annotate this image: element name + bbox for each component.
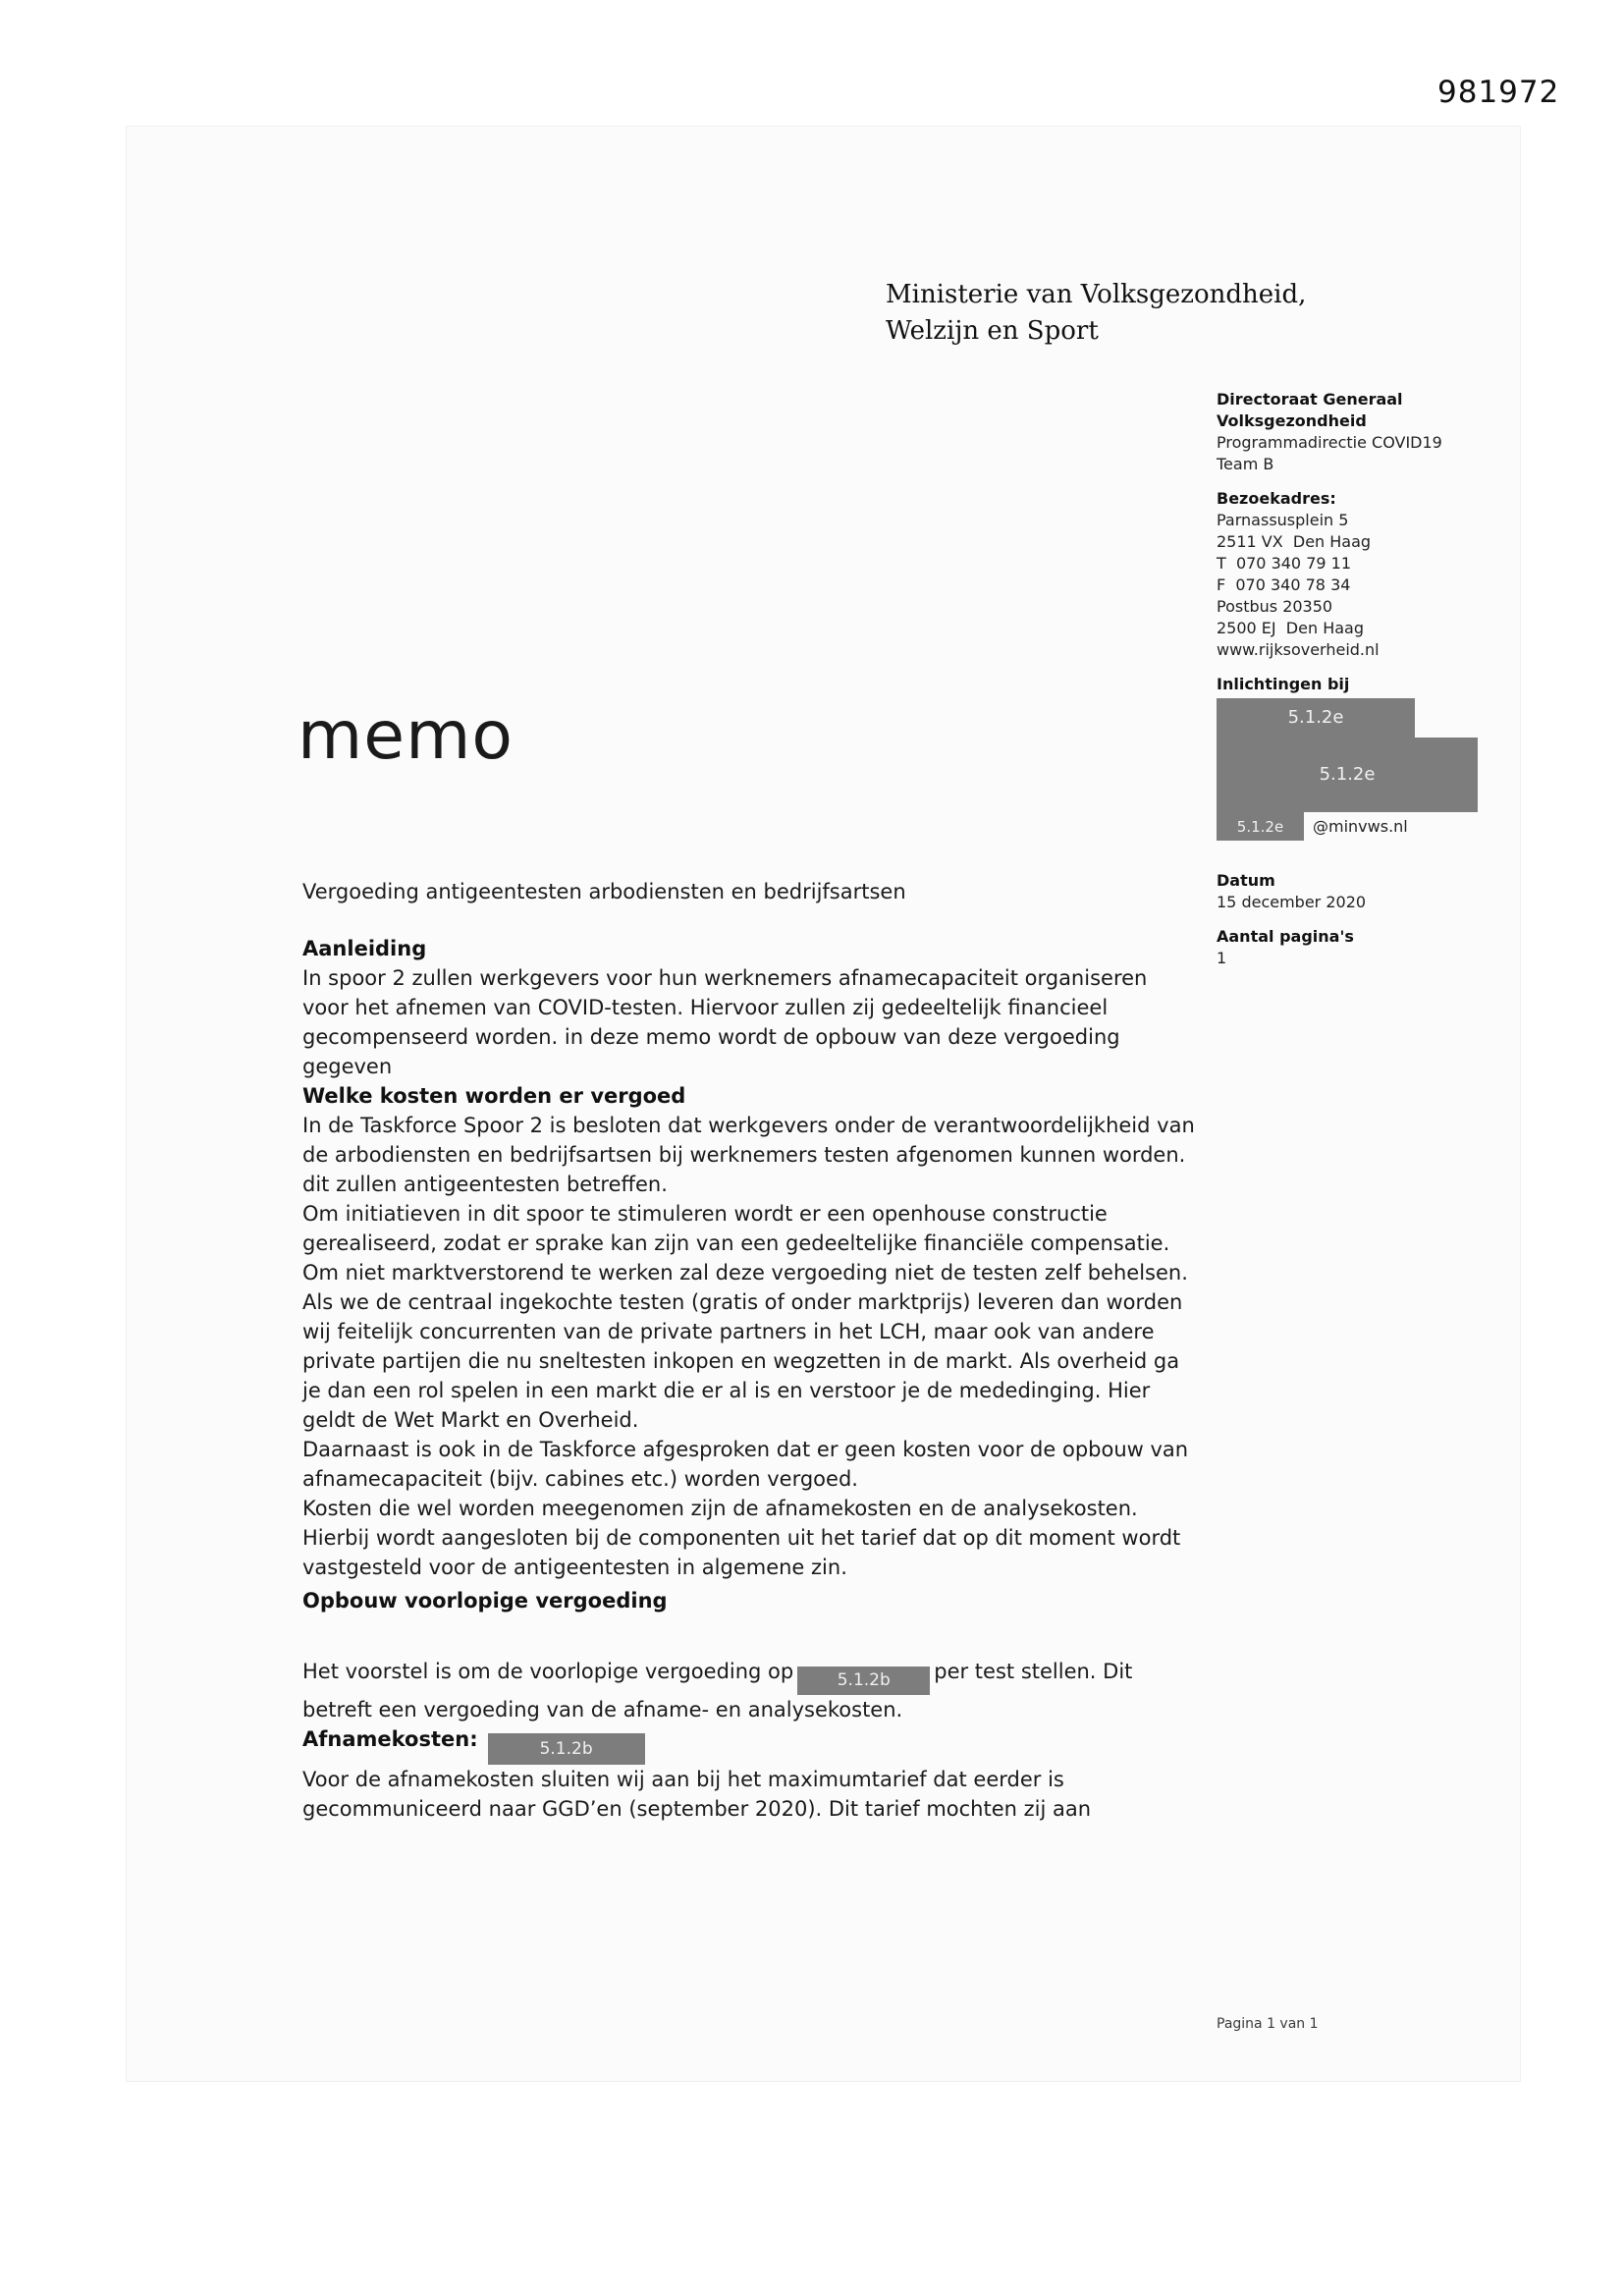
sidebar-spacer [1217,841,1513,870]
address-line: F 070 340 78 34 [1217,575,1351,594]
memo-body [302,877,1198,1824]
paragraph-text: Het voorstel is om de voorlopige vergoeding op [302,1660,794,1683]
paragraph: Kosten die wel worden meegenomen zijn de afnamekosten en de analysekosten. Hierbij wordt aangesloten bij de componenten uit het tarief dat op dit moment wordt vastgesteld voor de antigeentesten in algemene zin. [302,1497,1181,1579]
ministry-line2: Welzijn en Sport [886,316,1099,346]
paragraph: In de Taskforce Spoor 2 is besloten dat werkgevers onder de verantwoordelijkheid van de arbodiensten en bedrijfsartsen bij werknemers testen afgenomen kunnen worden. dit zullen antigeentesten betreffen. [302,1114,1195,1196]
sidebar-org-line1: Directoraat Generaal [1217,390,1403,409]
visit-address-label: Bezoekadres: [1217,489,1336,508]
paragraph: Daarnaast is ook in de Taskforce afgesproken dat er geen kosten voor de opbouw van afnamecapaciteit (bijv. cabines etc.) worden vergoed. [302,1438,1189,1491]
memo-title: memo [298,697,514,775]
redaction-box-afnamekosten: 5.1.2b [488,1733,645,1765]
paragraph: Om initiatieven in dit spoor te stimuleren wordt er een openhouse constructie gerealiseerd, zodat er sprake kan zijn van een gedeeltelijke financiële compensatie. [302,1202,1170,1255]
heading-welke-kosten: Welke kosten worden er vergoed [302,1084,686,1108]
heading-aanleiding: Aanleiding [302,937,427,960]
date-label: Datum [1217,871,1275,890]
email-suffix-text: @minvws.nl [1313,816,1408,836]
paragraph: Om niet marktverstorend te werken zal deze vergoeding niet de testen zelf behelsen. Als we de centraal ingekochte testen (gratis of onder marktprijs) leveren dan worden wij feitelijk concurrenten van de private partners in het LCH, maar ook van andere private partijen die nu sneltesten inkopen en wegzetten in de markt. Als overheid ga je dan een rol spelen in een markt die er al is en verstoor je de mededinging. Hier geldt de Wet Markt en Overheid. [302,1261,1188,1432]
page-count-label: Aantal pagina's [1217,927,1354,946]
page-footer: Pagina 1 van 1 [1217,2016,1319,2032]
sidebar [1217,389,1513,969]
paragraph-with-redaction [302,1657,1198,1724]
heading-opbouw: Opbouw voorlopige vergoeding [302,1589,668,1613]
sidebar-spacer [1217,661,1513,674]
website-text: www.rijksoverheid.nl [1217,640,1380,659]
address-line: 2511 VX Den Haag [1217,532,1372,551]
sidebar-spacer [1217,475,1513,488]
heading-afnamekosten: Afnamekosten: [302,1726,478,1751]
heading-afnamekosten-row [302,1724,1198,1765]
sidebar-unit: Programmadirectie COVID19 [1217,433,1442,452]
contact-email-row [1217,812,1513,841]
contact-label: Inlichtingen bij [1217,675,1350,693]
paragraph-text: per test stellen. Dit betreft een vergoeding van de afname- en analysekosten. [302,1660,1133,1722]
redaction-box-email-prefix: 5.1.2e [1217,812,1304,841]
document-number: 981972 [1437,75,1560,110]
memo-subject: Vergoeding antigeentesten arbodiensten en bedrijfsartsen [302,880,906,903]
address-line: 2500 EJ Den Haag [1217,619,1364,637]
sidebar-team: Team B [1217,455,1274,473]
redaction-box-contact-name: 5.1.2e [1217,698,1415,738]
redaction-box-contact-details: 5.1.2e [1217,738,1478,812]
address-line: Parnassusplein 5 [1217,511,1349,529]
sidebar-org-line2: Volksgezondheid [1217,411,1367,430]
paragraph: Voor de afnamekosten sluiten wij aan bij het maximumtarief dat eerder is gecommuniceerd naar GGD’en (september 2020). Dit tarief mochten zij aan [302,1767,1092,1821]
ministry-line1: Ministerie van Volksgezondheid, [886,280,1307,309]
page-count-value: 1 [1217,949,1227,967]
address-line: T 070 340 79 11 [1217,554,1351,573]
sidebar-spacer [1217,913,1513,926]
address-line: Postbus 20350 [1217,597,1333,616]
paragraph: In spoor 2 zullen werkgevers voor hun werknemers afnamecapaciteit organiseren voor het afnemen van COVID-testen. Hiervoor zullen zij gedeeltelijk financieel gecompenseerd worden. in deze memo wordt de opbouw van deze vergoeding gegeven [302,966,1148,1078]
redaction-box-amount: 5.1.2b [797,1667,930,1695]
date-value: 15 december 2020 [1217,893,1367,911]
ministry-header [886,277,1306,350]
